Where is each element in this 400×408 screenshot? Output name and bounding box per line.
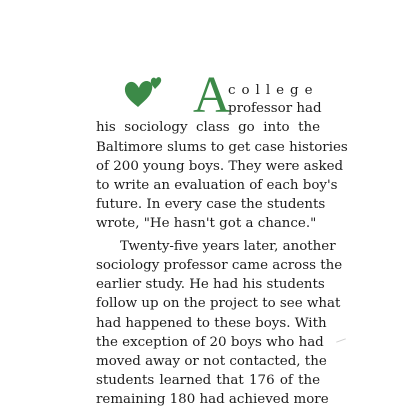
text-line: to write an evaluation of each boy's xyxy=(96,178,338,193)
text-line: college xyxy=(228,83,319,98)
text-line: had happened to these boys. With xyxy=(96,316,327,331)
text-line: students learned that 176 of the xyxy=(96,373,320,388)
text-line: remaining 180 had achieved more xyxy=(96,392,329,407)
text-line: future. In every case the students xyxy=(96,197,326,212)
text-line: Twenty-five years later, another xyxy=(120,239,336,254)
text-line: earlier study. He had his students xyxy=(96,277,325,292)
text-line: the exception of 20 boys who had xyxy=(96,335,324,350)
text-line: follow up on the project to see what xyxy=(96,296,341,311)
text-line: wrote, "He hasn't got a chance." xyxy=(96,216,317,231)
two-hearts-icon xyxy=(122,74,164,108)
text-line: Baltimore slums to get case histories xyxy=(96,140,348,155)
text-line: of 200 young boys. They were asked xyxy=(96,159,344,174)
text-line: sociology professor came across the xyxy=(96,258,343,273)
stray-mark xyxy=(336,338,346,342)
text-line: professor had xyxy=(228,101,322,116)
text-line: his sociology class go into the xyxy=(96,120,320,135)
text-line: moved away or not contacted, the xyxy=(96,354,327,369)
drop-cap-letter: A xyxy=(193,67,231,124)
